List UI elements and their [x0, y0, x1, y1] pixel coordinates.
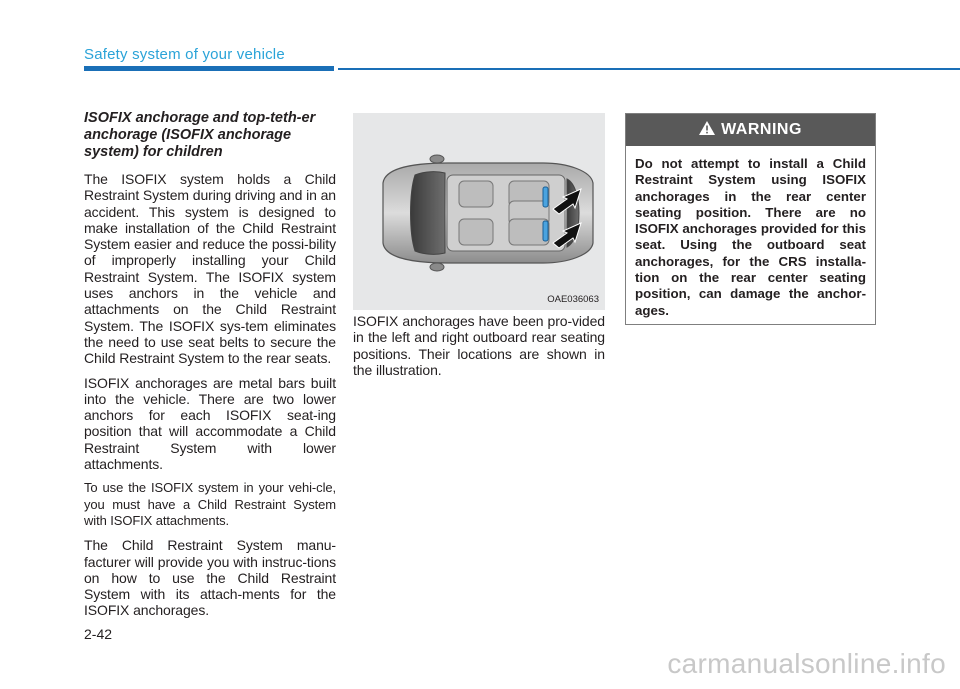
- figure-code: OAE036063: [547, 294, 599, 305]
- section-header-title: Safety system of your vehicle: [84, 46, 285, 63]
- header-rule-thin: [338, 68, 960, 70]
- paragraph: ISOFIX anchorages are metal bars built into the vehicle. There are two lower anchors for each ISOFIX seat-ing position that will accommodate a Child Restraint System with lower attachments.: [84, 374, 336, 473]
- paragraph: The ISOFIX system holds a Child Restraint System during driving and in an accident. This system is designed to make installation of the Child Restraint System easier and reduce the possi-bility of improperly installing your Child Restraint System. The ISOFIX system uses anchors in the vehicle and attachments on the Child Restraint System. The ISOFIX sys-tem eliminates the need to use seat belts to secure the Child Restraint System to the rear seats.: [84, 171, 336, 367]
- warning-box: [625, 113, 876, 325]
- page-number: 2-42: [84, 626, 113, 642]
- warning-triangle-icon: [699, 121, 715, 135]
- car-top-view-icon: [353, 113, 605, 310]
- paragraph: The Child Restraint System manu-facturer will provide you with instruc-tions on how to use the Child Restraint System with its attach-ments for the ISOFIX anchorages.: [84, 537, 336, 619]
- section-subtitle: ISOFIX anchorage and top-teth-er anchorage (ISOFIX anchorage system) for children: [84, 110, 316, 160]
- header-rule-thick: [84, 66, 334, 71]
- paragraph: ISOFIX anchorages have been pro-vided in the left and right outboard rear seating positions. Their locations are shown in the illustration.: [353, 313, 605, 378]
- site-watermark: carmanualsonline.info: [667, 648, 946, 679]
- figure-caption-column: [353, 313, 605, 386]
- paragraph: To use the ISOFIX system in your vehi-cle, you must have a Child Restraint System with ISOFIX attachments.: [84, 480, 336, 528]
- main-text-column: [84, 110, 336, 627]
- warning-title: WARNING: [721, 121, 802, 138]
- warning-text: Do not attempt to install a Child Restraint System using ISOFIX anchorages in the rear center seating position. There are no ISOFIX anchorages provided for this seat. Using the outboard seat anchorages, for the CRS installa-tion on the rear center seating position, can damage the anchor-ages.: [635, 156, 866, 318]
- isofix-location-illustration: [353, 113, 605, 310]
- warning-header: [626, 114, 875, 146]
